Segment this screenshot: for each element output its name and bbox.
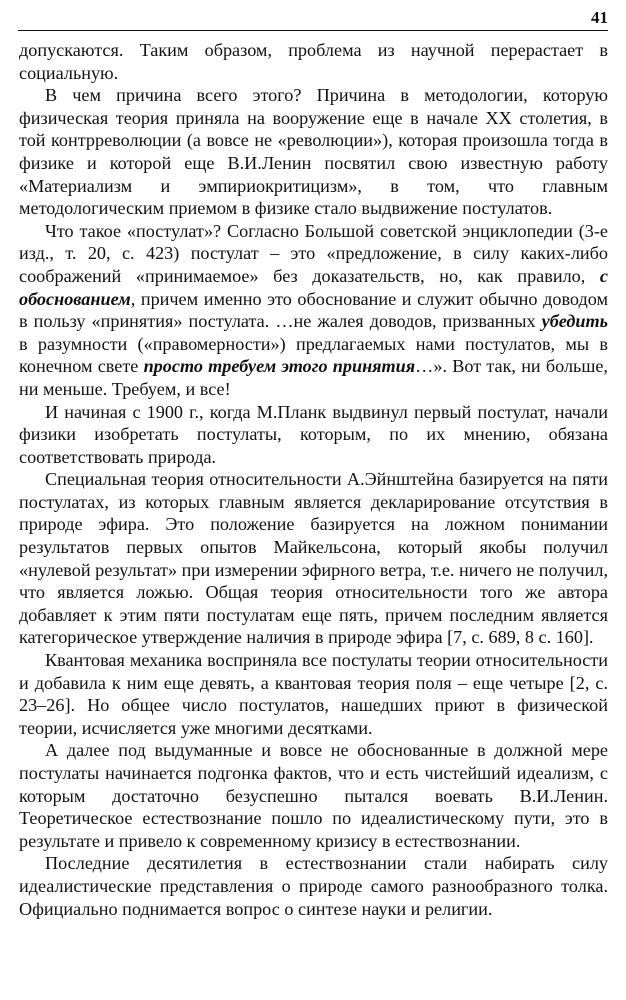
text-run: Последние десятилетия в естествознании стали набирать силу идеалистические представления о природе самого разнообразного толка. Официально поднимается вопрос о синтезе науки и религии.	[19, 853, 608, 919]
text-run: Специальная теория относительности А.Эйнштейна базируется на пяти постулатах, из которых главным является декларирование отсутствия в природе эфира. Это положение базируется на ложном понимании результатов первых опытов Майкельсона, который якобы получил «нулевой результат» при измерении эфирного ветра, т.е. ничего не получил, что является ложью. Общая теория относительности того же автора добавляет к этим пяти постулатам еще пять, причем последним является категорическое утверждение наличия в природе эфира [7, с. 689, 8 с. 160].	[19, 469, 608, 648]
text-run: …». Вот так, ни больше, ни меньше. Требуем, и все!	[19, 356, 608, 399]
paragraph	[19, 401, 608, 469]
paragraph	[19, 852, 608, 920]
paragraph	[19, 468, 608, 649]
emphasis-text: с обоснованием	[19, 265, 608, 309]
page-header	[18, 4, 608, 31]
text-run: допускаются. Таким образом, проблема из научной перерастает в социальную.	[19, 40, 608, 83]
text-run: А далее под выдуманные и вовсе не обоснованные в должной мере постулаты начинается подгонка фактов, что и есть чистейший идеализм, с которым достаточно безуспешно пытался воевать В.И.Ленин. Теоретическое естествознание пошло по идеалистическому пути, это в результате и привело к современному кризису в естествознании.	[19, 740, 608, 851]
body-text	[19, 39, 608, 920]
text-run: В чем причина всего этого? Причина в методологии, которую физическая теория приняла на вооружение еще в начале XX столетия, в той контрреволюции (а вовсе не «революции»), которая произошла тогда в физике и которой еще В.И.Ленин посвятил свою известную работу «Материализм и эмпириокритицизм», в том, что главным методологическим приемом в физике стало выдвижение постулатов.	[19, 85, 608, 219]
paragraph	[19, 39, 608, 84]
emphasis-text: просто требуем этого принятия	[143, 356, 416, 377]
page-number: 41	[591, 8, 608, 27]
paragraph	[19, 220, 608, 401]
text-run: в разумности («правомерности») предлагаемых нами постулатов, мы в конечном свете	[19, 333, 608, 377]
text-run: И начиная с 1900 г., когда М.Планк выдвинул первый постулат, начали физики изобретать постулаты, которым, по их мнению, обязана соответствовать природа.	[19, 401, 608, 467]
emphasis-text: убедить	[541, 311, 608, 332]
text-run: Квантовая механика восприняла все постулаты теории относительности и добавила к ним еще девять, а квантовая теория поля – еще четыре [2, с. 23–26]. Но общее число постулатов, нашедших приют в физической теории, исчисляется уже многими десятками.	[19, 650, 608, 738]
text-run: Что такое «постулат»? Согласно Большой советской энциклопедии (3-е изд., т. 20, с. 423) постулат – это «предложение, в силу каких-либо соображений «принимаемое» без доказательств, но, как правило,	[19, 220, 608, 286]
paragraph	[19, 84, 608, 220]
text-run: , причем именно это обоснование и служит обычно доводом в пользу «принятия» постулата. …не жалея доводов, призванных	[19, 288, 608, 332]
paragraph	[19, 649, 608, 739]
paragraph	[19, 739, 608, 852]
